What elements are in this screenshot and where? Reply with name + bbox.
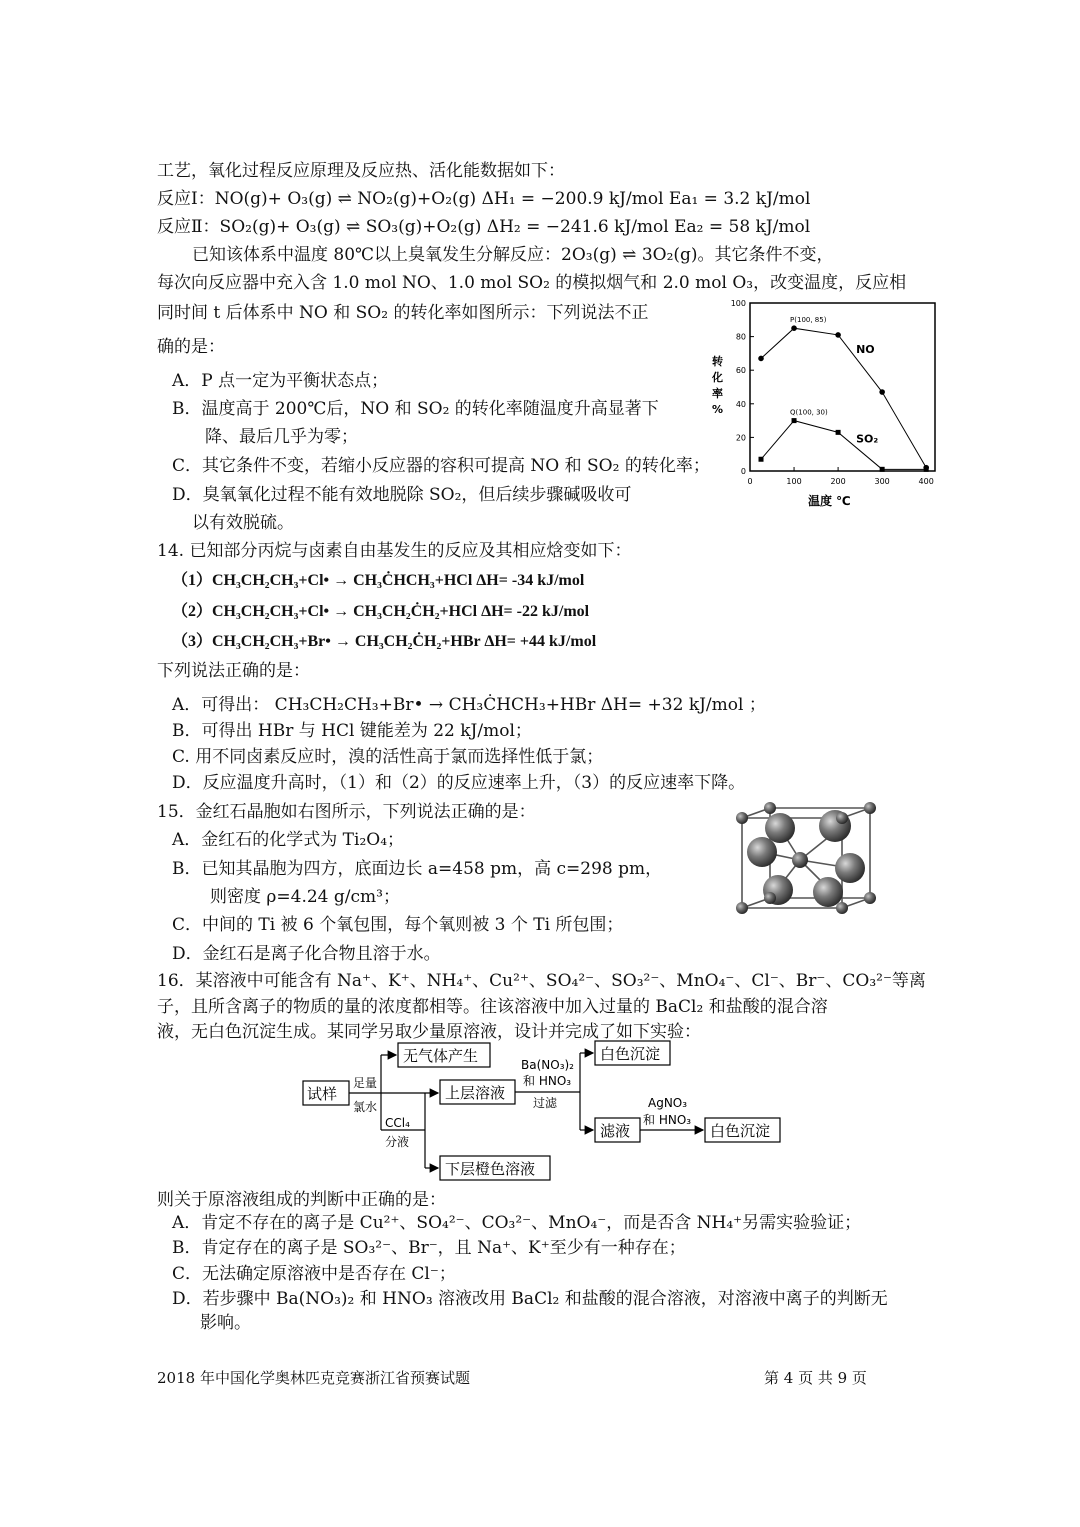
option-d: D．金红石是离子化合物且溶于水。 — [172, 944, 441, 964]
y-tick-label: 40 — [735, 399, 746, 409]
reagent-label: CCl₄ — [385, 1116, 410, 1130]
series-label: NO — [856, 342, 875, 356]
text-line: 工艺，氧化过程反应原理及反应热、活化能数据如下： — [157, 161, 565, 181]
reagent-label: 氯水 — [353, 1100, 378, 1114]
x-tick-label: 300 — [874, 477, 890, 486]
option-a: A．可得出： CH₃CH₂CH₃+Br• → CH₃ĊHCH₃+HBr ΔH= +32 kJ/mol ； — [172, 695, 766, 715]
footer-title: 2018 年中国化学奥林匹克竞赛浙江省预赛试题 — [157, 1369, 470, 1387]
option-a: A．金红石的化学式为 Ti₂O₄； — [172, 830, 405, 850]
rutile-unit-cell-image — [720, 800, 890, 930]
point-annotation: P(100, 85) — [790, 316, 827, 325]
x-tick-label: 400 — [918, 477, 934, 486]
option-b: B．温度高于 200℃后，NO 和 SO₂ 的转化率随温度升高显著下 — [172, 399, 659, 419]
question-15: 15．金红石晶胞如右图所示，下列说法正确的是： — [157, 802, 536, 822]
option-c: C. 用不同卤素反应时，溴的活性高于氯而选择性低于氯； — [172, 747, 604, 767]
reagent-label: 分液 — [385, 1135, 410, 1149]
node-no-gas: 无气体产生 — [403, 1047, 479, 1065]
y-tick-label: 60 — [735, 366, 746, 376]
conversion-chart — [700, 295, 940, 510]
option-d: D．若步骤中 Ba(NO₃)₂ 和 HNO₃ 溶液改用 BaCl₂ 和盐酸的混合溶液，对溶液中离子的判断无 — [172, 1289, 888, 1309]
node-white-precipitate-2: 白色沉淀 — [710, 1122, 771, 1140]
reagent-label: Ba(NO₃)₂ — [521, 1058, 574, 1072]
data-point — [759, 457, 764, 462]
page-number: 第 4 页 共 9 页 — [764, 1369, 867, 1387]
text-line: 确的是： — [157, 337, 225, 357]
question-16: 16．某溶液中可能含有 Na⁺、K⁺、NH₄⁺、Cu²⁺、SO₄²⁻、SO₃²⁻、MnO₄⁻、Cl⁻、Br⁻、CO₃²⁻等离 — [157, 971, 926, 991]
y-tick-label: 20 — [735, 433, 746, 443]
point-annotation: Q(100, 30) — [790, 408, 828, 417]
data-point — [880, 467, 885, 472]
text-line: 子，且所含离子的物质的量的浓度都相等。往该溶液中加入过量的 BaCl₂ 和盐酸的混合溶 — [157, 997, 828, 1017]
node-lower-orange: 下层橙色溶液 — [445, 1160, 536, 1178]
experiment-flowchart — [295, 1035, 795, 1185]
text-line: 同时间 t 后体系中 NO 和 SO₂ 的转化率如图所示：下列说法不正 — [157, 303, 649, 323]
node-sample: 试样 — [307, 1085, 338, 1103]
eq-1: （1）CH₃CH₂CH₃+Cl• → CH₃ĊHCH₃+HCl ΔH= -34 kJ/mol — [172, 572, 585, 589]
chart-frame — [750, 303, 935, 471]
option-a: A．P 点一定为平衡状态点； — [172, 371, 389, 391]
question-14: 14. 已知部分丙烷与卤素自由基发生的反应及其相应焓变如下： — [157, 541, 632, 561]
option-b-cont: 则密度 ρ=4.24 g/cm³； — [210, 887, 400, 907]
option-d: D．反应温度升高时，（1）和（2）的反应速率上升，（3）的反应速率下降。 — [172, 773, 746, 793]
option-c: C．无法确定原溶液中是否存在 Cl⁻； — [172, 1264, 456, 1284]
data-point — [836, 430, 841, 435]
data-point — [835, 332, 841, 338]
reagent-label: 足量 — [353, 1076, 378, 1090]
text-line: 每次向反应器中充入含 1.0 mol NO、1.0 mol SO₂ 的模拟烟气和 2.0 mol O₃，改变温度，反应相 — [157, 273, 907, 293]
option-d-cont: 以有效脱硫。 — [192, 513, 294, 533]
option-a: A．肯定不存在的离子是 Cu²⁺、SO₄²⁻、CO₃²⁻、MnO₄⁻，而是否含 NH₄⁺另需实验验证； — [172, 1213, 862, 1233]
eq-3: （3）CH₃CH₂CH₃+Br• → CH₃CH₂ĊH₂+HBr ΔH= +44 kJ/mol — [172, 633, 597, 650]
node-filtrate: 滤液 — [600, 1122, 631, 1140]
option-d-cont: 影响。 — [200, 1313, 251, 1333]
text-line: 下列说法正确的是： — [157, 661, 310, 681]
reaction-2: 反应Ⅱ：SO₂(g)+ O₃(g) ⇌ SO₃(g)+O₂(g) ΔH₂ = −241.6 kJ/mol Ea₂ = 58 kJ/mol — [157, 217, 811, 237]
option-b: B．肯定存在的离子是 SO₃²⁻、Br⁻，且 Na⁺、K⁺至少有一种存在； — [172, 1238, 686, 1258]
x-tick-label: 0 — [747, 477, 753, 486]
reagent-label: 和 HNO₃ — [643, 1113, 692, 1127]
data-point — [879, 389, 885, 395]
text-line: 液，无白色沉淀生成。某同学另取少量原溶液，设计并完成了如下实验： — [157, 1022, 701, 1042]
option-d: D．臭氧氧化过程不能有效地脱除 SO₂，但后续步骤碱吸收可 — [172, 485, 632, 505]
x-tick-label: 200 — [830, 477, 846, 486]
option-c: C．中间的 Ti 被 6 个氧包围，每个氧则被 3 个 Ti 所包围； — [172, 915, 624, 935]
text-line: 则关于原溶液组成的判断中正确的是： — [157, 1190, 446, 1210]
node-upper-layer: 上层溶液 — [445, 1084, 506, 1102]
series-label: SO₂ — [856, 432, 879, 446]
y-tick-label: 100 — [730, 299, 746, 308]
text-line: 已知该体系中温度 80℃以上臭氧发生分解反应：2O₃(g) ⇌ 3O₂(g)。其它条件不变， — [192, 245, 834, 265]
option-c: C．其它条件不变，若缩小反应器的容积可提高 NO 和 SO₂ 的转化率； — [172, 456, 710, 476]
y-axis-label: 转化率% — [712, 355, 724, 416]
reagent-label: AgNO₃ — [648, 1096, 688, 1110]
option-b: B．可得出 HBr 与 HCl 键能差为 22 kJ/mol； — [172, 721, 532, 741]
x-axis-label: 温度 ℃ — [808, 494, 851, 508]
reaction-1: 反应Ⅰ：NO(g)+ O₃(g) ⇌ NO₂(g)+O₂(g) ΔH₁ = −200.9 kJ/mol Ea₁ = 3.2 kJ/mol — [157, 189, 811, 209]
data-point — [792, 418, 797, 423]
reagent-label: 和 HNO₃ — [523, 1074, 572, 1088]
reagent-label: 过滤 — [533, 1096, 558, 1110]
data-point — [924, 467, 929, 472]
series-line-0 — [761, 328, 926, 467]
data-point — [791, 325, 797, 331]
option-b-cont: 降、最后几乎为零； — [205, 427, 358, 447]
node-white-precipitate-1: 白色沉淀 — [600, 1045, 661, 1063]
x-tick-label: 100 — [786, 477, 802, 486]
option-b: B．已知其晶胞为四方，底面边长 a=458 pm，高 c=298 pm， — [172, 859, 663, 879]
data-point — [758, 356, 764, 362]
y-tick-label: 80 — [735, 332, 746, 342]
y-tick-label: 0 — [740, 467, 746, 476]
series-line-1 — [761, 421, 926, 470]
eq-2: （2）CH₃CH₂CH₃+Cl• → CH₃CH₂ĊH₂+HCl ΔH= -22 kJ/mol — [172, 603, 590, 620]
